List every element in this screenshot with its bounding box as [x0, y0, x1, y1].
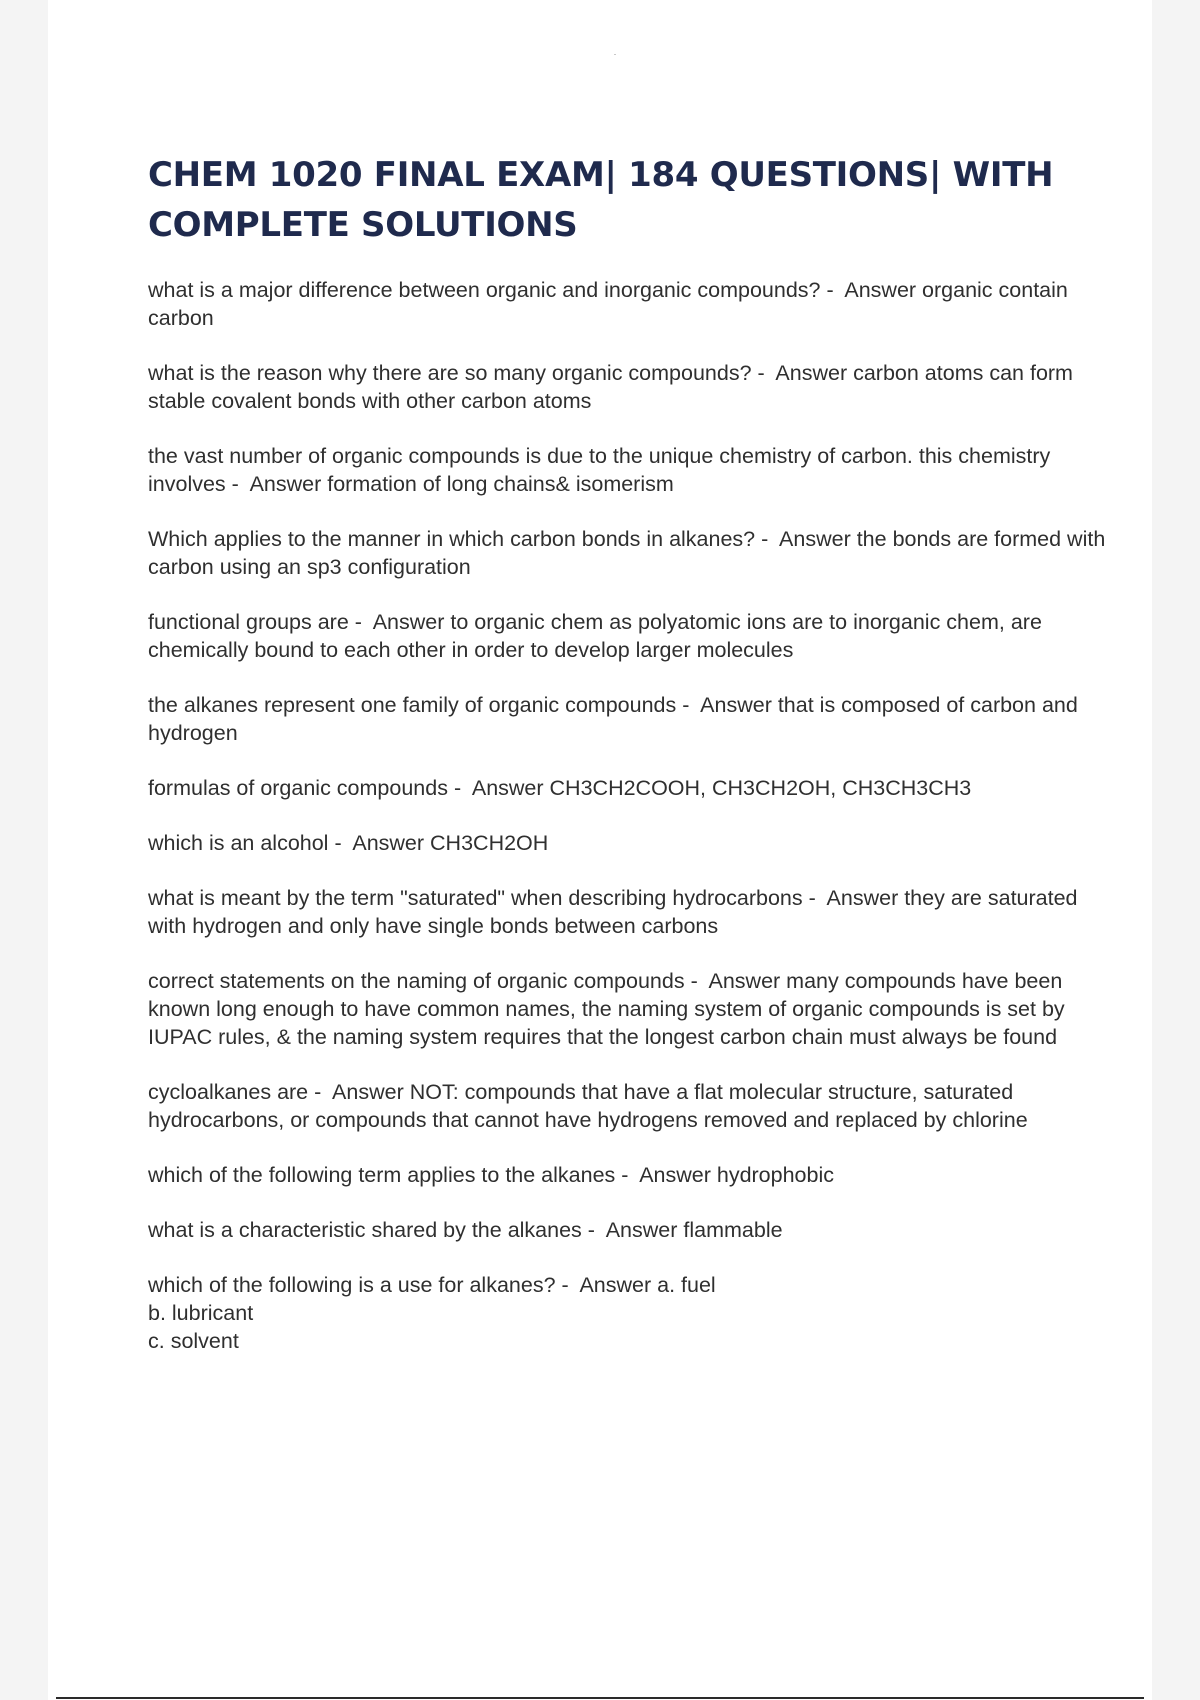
answer-text: that is composed of carbon and hydrogen — [148, 693, 1078, 745]
answer-text: many compounds have been known long enough to have common names, the naming system of organic compounds is set by IUPAC rules, & the naming system requires that the longest carbon chain must always be found — [148, 969, 1065, 1049]
qa-item — [148, 774, 1108, 802]
answer-separator: - Answer — [755, 527, 857, 551]
qa-item — [148, 1078, 1108, 1134]
answer-text: NOT: compounds that have a flat molecular structure, saturated hydrocarbons, or compounds that cannot have hydrogens removed and replaced by chlorine — [148, 1080, 1028, 1132]
qa-item — [148, 525, 1108, 581]
question-text: cycloalkanes are — [148, 1080, 309, 1104]
question-text: Which applies to the manner in which carbon bonds in alkanes? — [148, 527, 756, 551]
answer-text: CH3CH2COOH, CH3CH2OH, CH3CH3CH3 — [549, 776, 972, 800]
question-text: what is the reason why there are so many organic compounds? — [148, 361, 752, 385]
answer-text: the bonds are formed with carbon using an sp3 configuration — [148, 527, 1106, 579]
answer-text: formation of long chains& isomerism — [327, 472, 674, 496]
answer-text: organic contain carbon — [148, 278, 1068, 330]
answer-separator: - Answer — [328, 831, 431, 855]
question-text: which of the following term applies to the alkanes — [148, 1163, 616, 1187]
qa-item — [148, 829, 1108, 857]
answer-text: a. fuel b. lubricant c. solvent — [148, 1273, 716, 1353]
qa-item — [148, 276, 1108, 332]
question-text: what is meant by the term "saturated" when describing hydrocarbons — [148, 886, 803, 910]
answer-separator: - Answer — [802, 886, 905, 910]
question-text: functional groups are — [148, 610, 349, 634]
answer-separator: - Answer — [348, 610, 451, 634]
scan-artifact — [614, 54, 616, 55]
answer-text: to organic chem as polyatomic ions are to inorganic chem, are chemically bound to each other in order to develop larger molecules — [148, 610, 1042, 662]
answer-text: hydrophobic — [716, 1163, 834, 1187]
answer-text: carbon atoms can form stable covalent bonds with other carbon atoms — [148, 361, 1073, 413]
answer-separator: - Answer — [447, 776, 550, 800]
question-text: correct statements on the naming of organic compounds — [148, 969, 685, 993]
document-title: CHEM 1020 FINAL EXAM| 184 QUESTIONS| WITH COMPLETE SOLUTIONS — [148, 155, 1054, 245]
qa-item — [148, 1271, 1108, 1355]
answer-separator: - Answer — [581, 1218, 684, 1242]
answer-separator: - Answer — [684, 969, 787, 993]
answer-text: flammable — [683, 1218, 783, 1242]
question-text: which is an alcohol — [148, 831, 329, 855]
qa-item — [148, 442, 1108, 498]
answer-separator: - Answer — [555, 1273, 658, 1297]
answer-text: CH3CH2OH — [430, 831, 549, 855]
question-text: what is a major difference between organic and inorganic compounds? — [148, 278, 821, 302]
question-text: which of the following is a use for alkanes? — [148, 1273, 556, 1297]
page-bottom-rule — [56, 1697, 1144, 1699]
qa-item — [148, 691, 1108, 747]
answer-separator: - Answer — [225, 472, 328, 496]
answer-separator: - Answer — [751, 361, 854, 385]
qa-list — [148, 276, 1108, 1382]
qa-item — [148, 359, 1108, 415]
qa-item — [148, 1216, 1108, 1244]
answer-separator: - Answer — [676, 693, 778, 717]
qa-item — [148, 608, 1108, 664]
answer-separator: - Answer — [308, 1080, 410, 1104]
question-text: the vast number of organic compounds is due to the unique chemistry of carbon. this chemistry involves — [148, 444, 1051, 496]
qa-item — [148, 1161, 1108, 1189]
answer-separator: - Answer — [820, 278, 923, 302]
qa-item — [148, 884, 1108, 940]
qa-item — [148, 967, 1108, 1051]
question-text: what is a characteristic shared by the alkanes — [148, 1218, 582, 1242]
answer-text: they are saturated with hydrogen and only have single bonds between carbons — [148, 886, 1078, 938]
answer-separator: - Answer — [615, 1163, 717, 1187]
question-text: the alkanes represent one family of organic compounds — [148, 693, 677, 717]
question-text: formulas of organic compounds — [148, 776, 448, 800]
